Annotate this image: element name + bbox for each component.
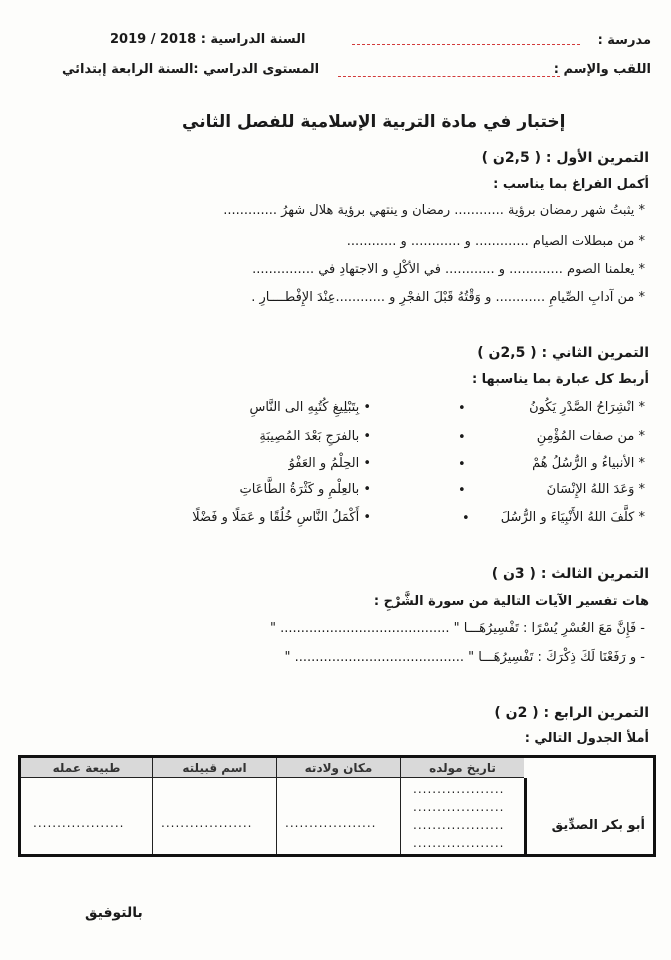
match-dot[interactable]: • [458,430,466,445]
ex3-line-2[interactable]: - و رَفَعْنَا لَكَ ذِكْرَكَ : تَفْسِيرُهَـــا " ......................................... " [284,650,645,665]
match-dot[interactable]: • [458,401,466,416]
ex1-line-1[interactable]: * يثبتُ شهر رمضان برؤية ............ رمضان و ينتهي برؤية هلال شهرُ ............. [223,203,645,218]
ex1-instruction: أكمل الفراغ بما يناسب : [493,177,649,192]
table-cell-tribe[interactable] [152,778,276,854]
table-header-occupation: طبيعة عمله [21,758,152,778]
page-title: إختبار في مادة التربية الإسلامية للفصل الثاني [182,112,566,132]
table-cell-birth-place[interactable] [276,778,400,854]
answer-dots: ................... [413,782,505,796]
ex1-line-4[interactable]: * من آدابِ الصِّيامِ ............ و وَقْتُهُ قَبْلَ الفجْرِ و ............عِنْدَ الإِفْطــــارِ . [251,290,645,305]
table-row-label-cell [524,778,653,854]
ex2-left-item: * وَعَدَ اللهُ الإِنْسَانَ [546,482,645,497]
answer-dots: ................... [285,816,377,830]
match-dot[interactable]: • [462,511,470,526]
school-blank-line[interactable] [352,44,580,45]
answer-dots: ................... [161,816,253,830]
ex1-line-3[interactable]: * يعلمنا الصوم ............. و ............ في الأكْلِ و الاجتهادِ في ............... [252,262,645,277]
ex2-right-item[interactable]: • أَكْمَلُ النَّاسِ خُلُقًا و عَمَلًا و فَضْلًا [192,510,371,525]
match-dot[interactable]: • [458,457,466,472]
ex2-right-item[interactable]: • بِتَبْلِيغِ كُتُبِهِ الى النَّاسِ [249,400,371,415]
answer-dots: ................... [413,818,505,832]
answer-dots: ................... [33,816,125,830]
ex4-instruction: أملأ الجدول التالي : [524,731,649,746]
answer-table [18,755,656,857]
table-header-tribe: اسم قبيلته [152,758,276,778]
table-row-label: أبو بكر الصدِّيق [551,818,645,833]
year-label: السنة الدراسية : [200,32,306,47]
ex2-right-item[interactable]: • الحِلْمُ و العَفْوُ [288,456,371,471]
ex2-right-item[interactable]: • بالفرَجِ بَعْدَ المُصِيبَةِ [259,429,371,444]
table-cell-occupation[interactable] [21,778,152,854]
ex2-right-item[interactable]: • بالعِلْمِ و كَثْرَةُ الطَّاعَاتِ [239,482,371,497]
name-blank-line[interactable] [338,76,560,77]
ex2-left-item: * الأنبياءُ و الرُّسُلُ هُمْ [532,456,645,471]
ex3-line-1[interactable]: - فَإِنَّ مَعَ العُسْرِ يُسْرًا : تَفْسِيرُهَـــا " ......................................... " [270,621,645,636]
table-cell-birth-date[interactable] [400,778,524,854]
level-label: المستوى الدراسي :السنة الرابعة إبتدائي [62,62,320,77]
ex1-heading: التمرين الأول : ( 2,5ن ) [481,150,649,166]
footer-good-luck: بالتوفيق [85,905,143,921]
ex2-left-item: * كلَّفَ اللهُ الأَنْبِيَاءَ و الرُّسُلَ [500,510,645,525]
ex2-heading: التمرين الثاني : ( 2,5ن ) [477,345,649,361]
match-dot[interactable]: • [458,483,466,498]
ex3-heading: التمرين الثالث : ( 3ن ) [491,566,649,582]
ex3-instruction: هات تفسير الآيات التالية من سورة الشَّرْحِ : [373,594,649,609]
answer-dots: ................... [413,836,505,850]
ex1-line-2[interactable]: * من مبطلات الصيام ............. و ............ و ............ [346,234,645,249]
ex2-left-item: * انْشِرَاحُ الصَّدْرِ يَكُونُ [529,400,645,415]
table-header-birth-date: تاريخ مولده [400,758,524,778]
school-label: مدرسة : [597,33,651,48]
school-year [110,32,305,47]
name-label: اللقب والإسم : [553,62,651,77]
table-header-birth-place: مكان ولادته [276,758,400,778]
ex2-instruction: أربط كل عبارة بما يناسبها : [471,372,649,387]
answer-dots: ................... [413,800,505,814]
year-value: 2019 / 2018 [110,32,197,47]
ex4-heading: التمرين الرابع : ( 2ن ) [494,705,649,721]
ex2-left-item: * من صفات المُؤْمِنِ [536,429,645,444]
